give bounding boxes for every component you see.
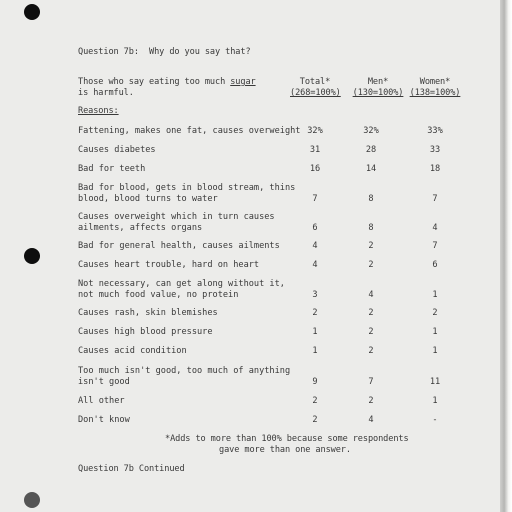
row-men: 2 [368,308,374,318]
row-men: 2 [368,327,374,337]
column-header-men [350,77,406,99]
heading-line2: is harmful. [78,88,134,98]
row-women: 1 [432,396,438,406]
row-women: 1 [432,327,438,337]
row-label: Too much isn't good, too much of anything isn't good [78,366,291,387]
row-total: 31 [309,145,321,155]
column-header-women [408,77,462,99]
row-women: 6 [432,260,438,270]
column-header-men-label: Men* [367,77,389,87]
row-women: 1 [432,290,438,300]
row-men: 32% [363,126,379,136]
row-label: Causes rash, skin blemishes [78,308,218,318]
row-total: 4 [312,260,318,270]
row-label: Bad for general health, causes ailments [78,241,280,251]
column-header-total-label: Total* [299,77,331,87]
row-men: 2 [368,346,374,356]
row-women: 1 [432,346,438,356]
row-total: 3 [312,290,318,300]
row-label: Bad for teeth [78,164,146,174]
row-women: 7 [432,194,438,204]
row-total: 16 [309,164,321,174]
row-total: 7 [312,194,318,204]
row-total: 2 [312,308,318,318]
row-men: 8 [368,194,374,204]
row-label: Causes diabetes [78,145,156,155]
row-label: Don't know [78,415,130,425]
footnote: *Adds to more than 100% because some respondents gave more than one answer. [165,434,409,455]
row-women: 18 [429,164,441,174]
row-men: 2 [368,260,374,270]
punch-hole-bottom [24,492,40,508]
row-total: 6 [312,223,318,233]
row-women: 11 [429,377,441,387]
column-header-total [290,77,340,99]
column-header-women-base: (138=100%) [409,88,461,98]
row-men: 28 [365,145,377,155]
continued-label: Question 7b Continued [78,464,185,474]
table-heading [78,77,256,99]
row-total: 2 [312,396,318,406]
table-row [0,279,500,303]
column-header-total-base: (268=100%) [290,88,341,98]
row-men: 7 [368,377,374,387]
row-men: 8 [368,223,374,233]
heading-underlined-word: sugar [230,77,256,87]
page-edge [500,0,512,512]
row-label: Causes high blood pressure [78,327,213,337]
punch-hole-top [24,4,40,20]
row-total: 2 [312,415,318,425]
row-women: 2 [432,308,438,318]
column-header-men-base: (130=100%) [352,88,404,98]
row-men: 14 [365,164,377,174]
row-women: 33% [427,126,443,136]
column-header-women-label: Women* [419,77,451,87]
row-men: 2 [368,241,374,251]
row-label: Causes acid condition [78,346,187,356]
row-label: All other [78,396,125,406]
table-row [0,183,500,207]
row-women: 7 [432,241,438,251]
table-row [0,212,500,236]
row-label: Causes overweight which in turn causes ailments, affects organs [78,212,275,233]
table-row [0,366,500,390]
row-women: 4 [432,223,438,233]
row-total: 4 [312,241,318,251]
row-men: 2 [368,396,374,406]
heading-prefix: Those who say eating too much [78,77,231,87]
question-title: Question 7b: Why do you say that? [78,47,251,57]
row-men: 4 [368,415,374,425]
row-label: Fattening, makes one fat, causes overweight [78,126,301,136]
row-women: - [432,415,438,425]
row-total: 32% [307,126,323,136]
row-total: 9 [312,377,318,387]
row-men: 4 [368,290,374,300]
row-total: 1 [312,327,318,337]
row-total: 1 [312,346,318,356]
row-label: Causes heart trouble, hard on heart [78,260,260,270]
row-women: 33 [429,145,441,155]
row-label: Not necessary, can get along without it, not much food value, no protein [78,279,285,300]
reasons-label: Reasons: [78,106,119,116]
row-label: Bad for blood, gets in blood stream, thins blood, blood turns to water [78,183,296,204]
